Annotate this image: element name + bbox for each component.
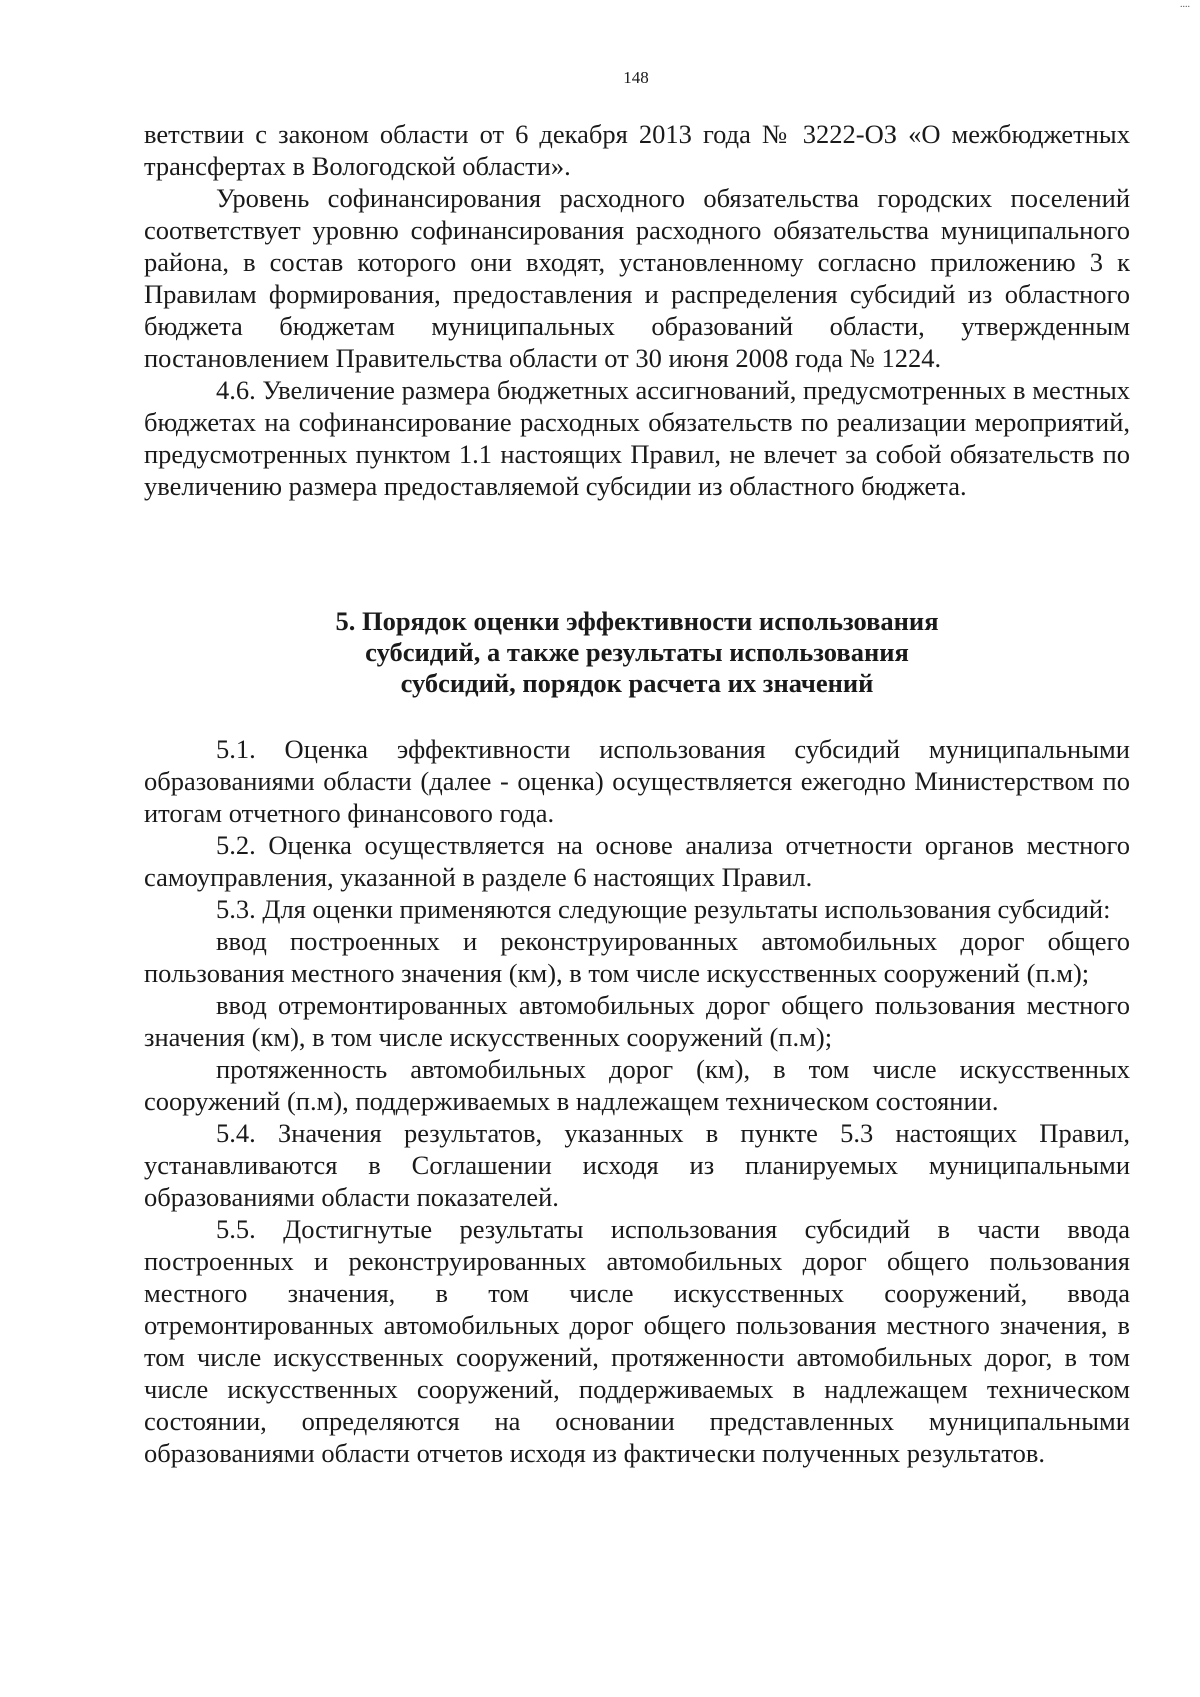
paragraph-5-2: 5.2. Оценка осуществляется на основе анализа отчетности органов местного самоуправления, указанной в разделе 6 настоящих Правил.	[144, 830, 1130, 892]
paragraph-4-6: 4.6. Увеличение размера бюджетных ассигнований, предусмотренных в местных бюджетах на софинансирование расходных обязательств по реализации мероприятий, предусмотренных пунктом 1.1 настоящих Правил, не влечет за собой обязательств по увеличению размера предоставляемой субсидии из областного бюджета.	[144, 375, 1130, 501]
paragraph-cofinancing-level: Уровень софинансирования расходного обязательства городских поселений соответствует уровню софинансирования расходного обязательства муниципального района, в состав которого они входят, установленному согласно приложению 3 к Правилам формирования, предоставления и распределения субсидий из областного бюджета бюджетам муниципальных образований области, утвержденным постановлением Правительства области от 30 июня 2008 года № 1224.	[144, 183, 1130, 373]
section-5-heading	[144, 606, 1130, 699]
section-heading-line: 5. Порядок оценки эффективности использования	[335, 606, 939, 636]
section-heading-line: субсидий, порядок расчета их значений	[400, 668, 874, 698]
paragraph-5-1: 5.1. Оценка эффективности использования субсидий муниципальными образованиями области (далее - оценка) осуществляется ежегодно Министерством по итогам отчетного финансового года.	[144, 734, 1130, 828]
paragraph-5-3-item-construction: ввод построенных и реконструированных автомобильных дорог общего пользования местного значения (км), в том числе искусственных сооружений (п.м);	[144, 926, 1130, 988]
paragraph-5-3-item-maintenance: протяженность автомобильных дорог (км), в том числе искусственных сооружений (п.м), поддерживаемых в надлежащем техническом состоянии.	[144, 1054, 1130, 1116]
paragraph-continuation: ветствии с законом области от 6 декабря 2013 года № 3222-ОЗ «О межбюджетных трансфертах в Вологодской области».	[144, 119, 1130, 181]
section-5-body	[144, 733, 1130, 1469]
top-text-block	[144, 118, 1130, 502]
section-heading-line: субсидий, а также результаты использования	[365, 637, 909, 667]
scan-corner-mark: ....	[1180, 0, 1190, 10]
paragraph-5-4: 5.4. Значения результатов, указанных в пункте 5.3 настоящих Правил, устанавливаются в Соглашении исходя из планируемых муниципальными образованиями области показателей.	[144, 1118, 1130, 1212]
paragraph-5-5: 5.5. Достигнутые результаты использования субсидий в части ввода построенных и реконструированных автомобильных дорог общего пользования местного значения, в том числе искусственных сооружений, ввода отремонтированных автомобильных дорог общего пользования местного значения, в том числе искусственных сооружений, протяженности автомобильных дорог, в том числе искусственных сооружений, поддерживаемых в надлежащем техническом состоянии, определяются на основании представленных муниципальными образованиями области отчетов исходя из фактически полученных результатов.	[144, 1214, 1130, 1468]
paragraph-5-3: 5.3. Для оценки применяются следующие результаты использования субсидий:	[216, 894, 1111, 924]
page-number: 148	[623, 68, 649, 87]
paragraph-5-3-item-repair: ввод отремонтированных автомобильных дорог общего пользования местного значения (км), в том числе искусственных сооружений (п.м);	[144, 990, 1130, 1052]
